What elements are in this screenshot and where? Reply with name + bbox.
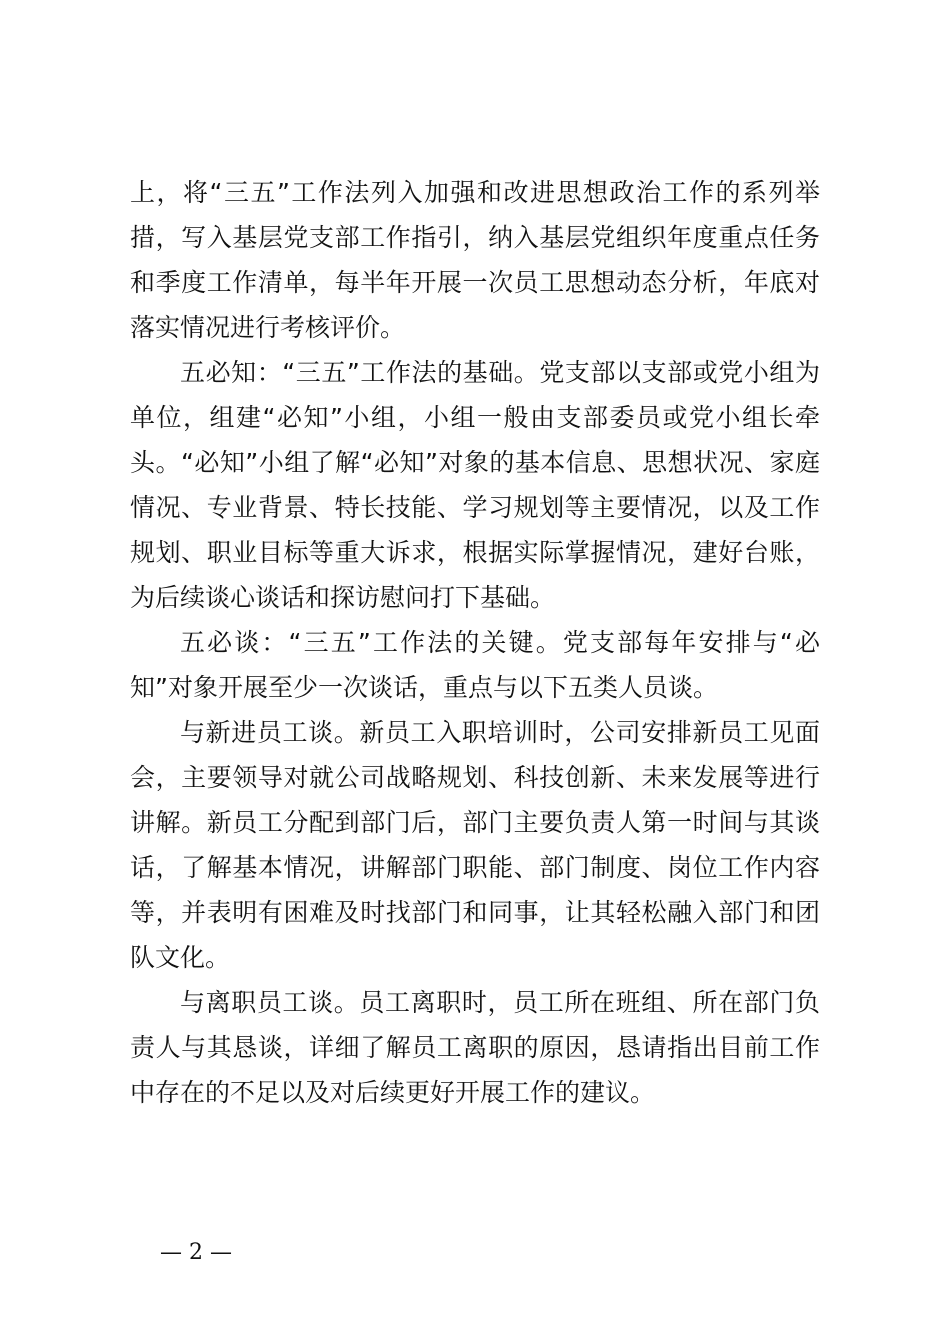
text-line: 等，并表明有困难及时找部门和同事，让其轻松融入部门和团	[130, 898, 820, 927]
text-line: 为后续谈心谈话和探访慰问打下基础。	[130, 583, 556, 612]
text-line: 措，写入基层党支部工作指引，纳入基层党组织年度重点任务	[130, 223, 820, 252]
text-line: 落实情况进行考核评价。	[130, 313, 406, 342]
text-line: 话，了解基本情况，讲解部门职能、部门制度、岗位工作内容	[130, 853, 820, 882]
text-line: 上，将“三五”工作法列入加强和改进思想政治工作的系列举	[130, 178, 820, 207]
text-line: 五必知：“三五”工作法的基础。党支部以支部或党小组为	[180, 358, 820, 387]
text-line: 和季度工作清单，每半年开展一次员工思想动态分析，年底对	[130, 268, 820, 297]
text-line: 队文化。	[130, 943, 231, 972]
text-line: 讲解。新员工分配到部门后，部门主要负责人第一时间与其谈	[130, 808, 820, 837]
text-line: 与离职员工谈。员工离职时，员工所在班组、所在部门负	[180, 988, 820, 1017]
text-line: 情况、专业背景、特长技能、学习规划等主要情况，以及工作	[130, 493, 820, 522]
text-line: 中存在的不足以及对后续更好开展工作的建议。	[130, 1078, 656, 1107]
text-line: 规划、职业目标等重大诉求，根据实际掌握情况，建好台账，	[130, 538, 820, 567]
text-line: 会，主要领导对就公司战略规划、科技创新、未来发展等进行	[130, 763, 820, 792]
page-number: — 2 —	[160, 1240, 232, 1265]
text-line: 与新进员工谈。新员工入职培训时，公司安排新员工见面	[180, 718, 820, 747]
text-line: 知”对象开展至少一次谈话，重点与以下五类人员谈。	[130, 673, 718, 702]
text-line: 单位，组建“必知”小组，小组一般由支部委员或党小组长牵	[130, 403, 820, 432]
text-line: 头。“必知”小组了解“必知”对象的基本信息、思想状况、家庭	[130, 448, 820, 477]
text-line: 责人与其恳谈，详细了解员工离职的原因，恳请指出目前工作	[130, 1033, 820, 1062]
text-line: 五必谈：“三五”工作法的关键。党支部每年安排与“必	[180, 628, 820, 657]
